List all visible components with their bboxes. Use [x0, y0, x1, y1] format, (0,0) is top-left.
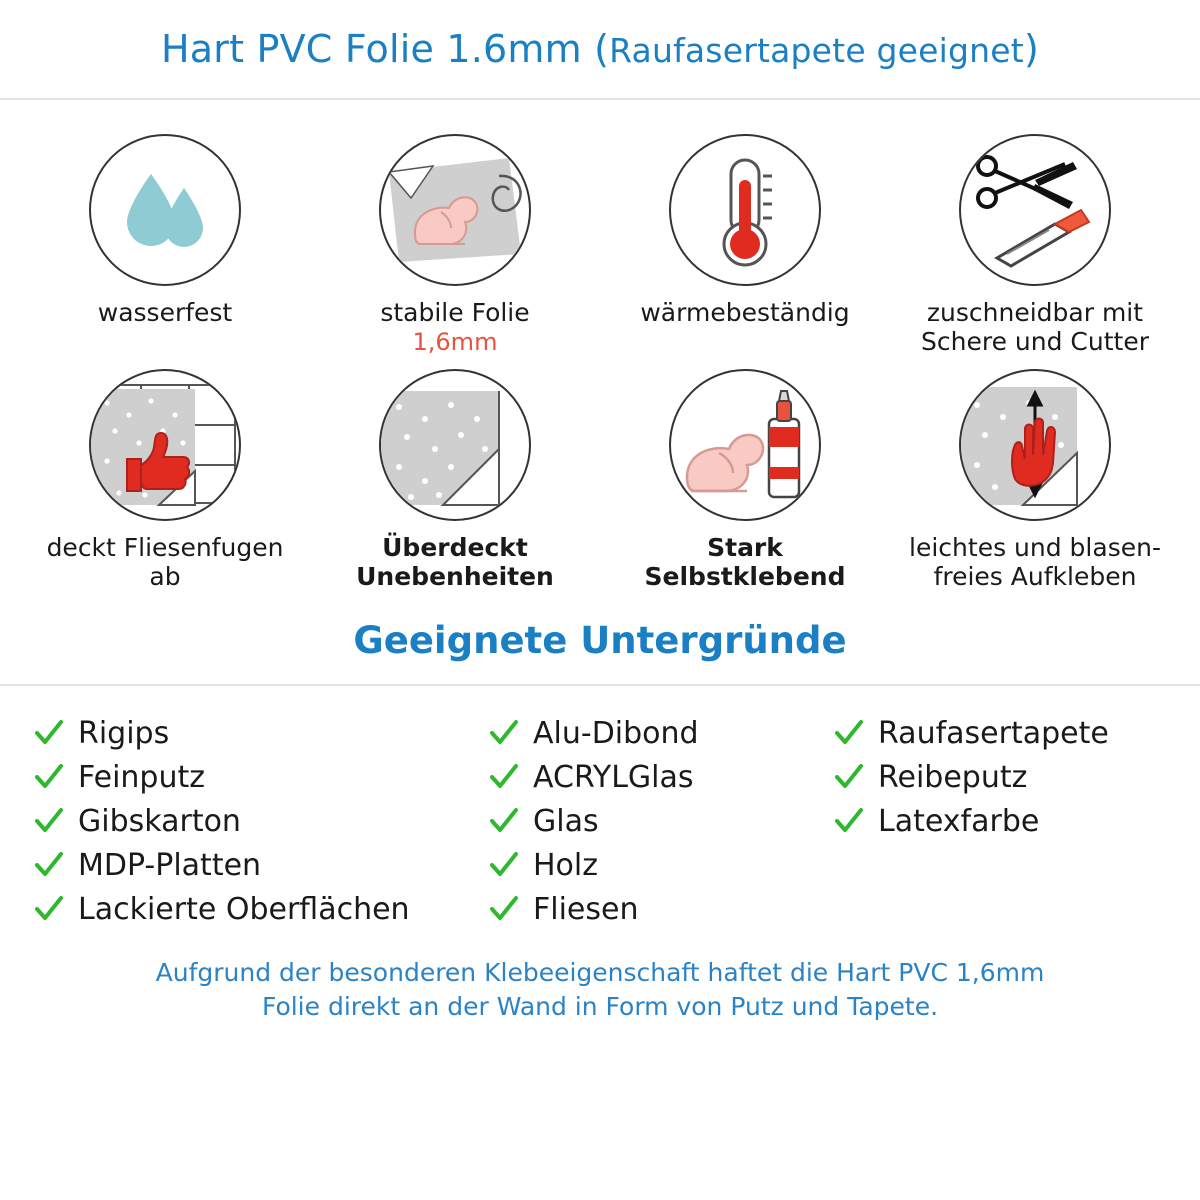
feature-icon-circle — [379, 134, 531, 286]
feature-icon-circle — [379, 369, 531, 521]
feature-stabile-folie — [310, 134, 600, 357]
section-title: Geeignete Untergründe — [353, 619, 847, 662]
page-title-sub: Raufasertapete geeignet — [609, 31, 1024, 70]
check-icon — [34, 718, 64, 748]
feature-fliesenfugen — [20, 369, 310, 592]
check-icon — [834, 762, 864, 792]
check-icon — [34, 894, 64, 924]
list-item — [489, 888, 834, 930]
footer-note — [0, 956, 1200, 1024]
check-icon — [34, 762, 64, 792]
list-item-label: Latexfarbe — [878, 803, 1040, 839]
substrate-column-3 — [834, 712, 1166, 930]
check-icon — [489, 806, 519, 836]
feature-icon-circle — [89, 369, 241, 521]
feature-icon-circle — [669, 134, 821, 286]
feature-zuschneidbar — [890, 134, 1180, 357]
feature-caption-text: stabile Folie — [380, 298, 530, 327]
arm-glue-icon — [671, 371, 819, 519]
check-icon — [34, 850, 64, 880]
list-item — [834, 756, 1166, 798]
list-item-label: Fliesen — [533, 891, 639, 927]
page-title — [161, 27, 1039, 71]
check-icon — [834, 718, 864, 748]
footer-note-line2: Folie direkt an der Wand in Form von Putz und Tapete. — [261, 991, 939, 1021]
feature-waermebestaendig — [600, 134, 890, 357]
feature-icon-circle — [959, 134, 1111, 286]
feature-icon-circle — [669, 369, 821, 521]
substrate-column-1 — [34, 712, 489, 930]
foil-peel-icon — [381, 371, 529, 519]
feature-aufkleben — [890, 369, 1180, 592]
feature-caption — [380, 298, 529, 357]
feature-caption: Stark Selbstklebend — [644, 532, 846, 591]
scissors-cutter-icon — [961, 136, 1109, 284]
feature-caption: wasserfest — [97, 298, 233, 327]
check-icon — [489, 850, 519, 880]
list-item — [34, 756, 489, 798]
check-icon — [34, 806, 64, 836]
feature-grid — [0, 100, 1200, 591]
feature-caption: Überdeckt Unebenheiten — [356, 532, 554, 591]
page-title-paren-open: ( — [594, 27, 610, 71]
list-item — [489, 844, 834, 886]
hand-smoothing-icon — [961, 371, 1109, 519]
feature-icon-circle — [959, 369, 1111, 521]
list-item-label: Lackierte Oberflächen — [78, 891, 410, 927]
footer-note-line1: Aufgrund der besonderen Klebeeigenschaft haftet die Hart PVC 1,6mm — [155, 958, 1045, 987]
check-icon — [489, 894, 519, 924]
list-item — [489, 712, 834, 754]
list-item — [34, 844, 489, 886]
list-item-label: Feinputz — [78, 759, 205, 795]
check-icon — [489, 718, 519, 748]
list-item-label: MDP-Platten — [78, 847, 262, 883]
list-item-label: Reibeputz — [878, 759, 1028, 795]
thermometer-icon — [671, 136, 819, 284]
list-item — [834, 712, 1166, 754]
feature-unebenheiten — [310, 369, 600, 592]
check-icon — [834, 806, 864, 836]
list-item — [489, 800, 834, 842]
page-title-paren-close: ) — [1023, 27, 1039, 71]
feature-wasserfest — [20, 134, 310, 357]
list-item-label: Raufasertapete — [878, 715, 1109, 751]
list-item-label: Holz — [533, 847, 598, 883]
feature-caption-sub: 1,6mm — [412, 328, 498, 357]
feature-icon-circle — [89, 134, 241, 286]
list-item — [489, 756, 834, 798]
thumbs-up-tiles-icon — [91, 371, 239, 519]
list-item-label: Gibskarton — [78, 803, 241, 839]
section-header — [0, 619, 1200, 686]
page-header — [0, 0, 1200, 100]
check-icon — [489, 762, 519, 792]
list-item-label: Alu-Dibond — [533, 715, 699, 751]
strong-arm-foil-icon — [381, 136, 529, 284]
substrate-list — [0, 686, 1200, 930]
substrate-column-2 — [489, 712, 834, 930]
list-item-label: Rigips — [78, 715, 170, 751]
feature-caption: wärmebeständig — [640, 298, 850, 327]
feature-caption: leichtes und blasen-freies Aufkleben — [909, 532, 1161, 591]
feature-selbstklebend — [600, 369, 890, 592]
list-item-label: Glas — [533, 803, 599, 839]
list-item-label: ACRYLGlas — [533, 759, 694, 795]
page-title-main: Hart PVC Folie 1.6mm — [161, 27, 582, 71]
feature-caption: deckt Fliesenfugen ab — [46, 532, 284, 591]
water-drops-icon — [91, 136, 239, 284]
list-item — [34, 712, 489, 754]
feature-caption: zuschneidbar mit Schere und Cutter — [921, 298, 1149, 357]
list-item — [834, 800, 1166, 842]
list-item — [34, 888, 489, 930]
list-item — [34, 800, 489, 842]
